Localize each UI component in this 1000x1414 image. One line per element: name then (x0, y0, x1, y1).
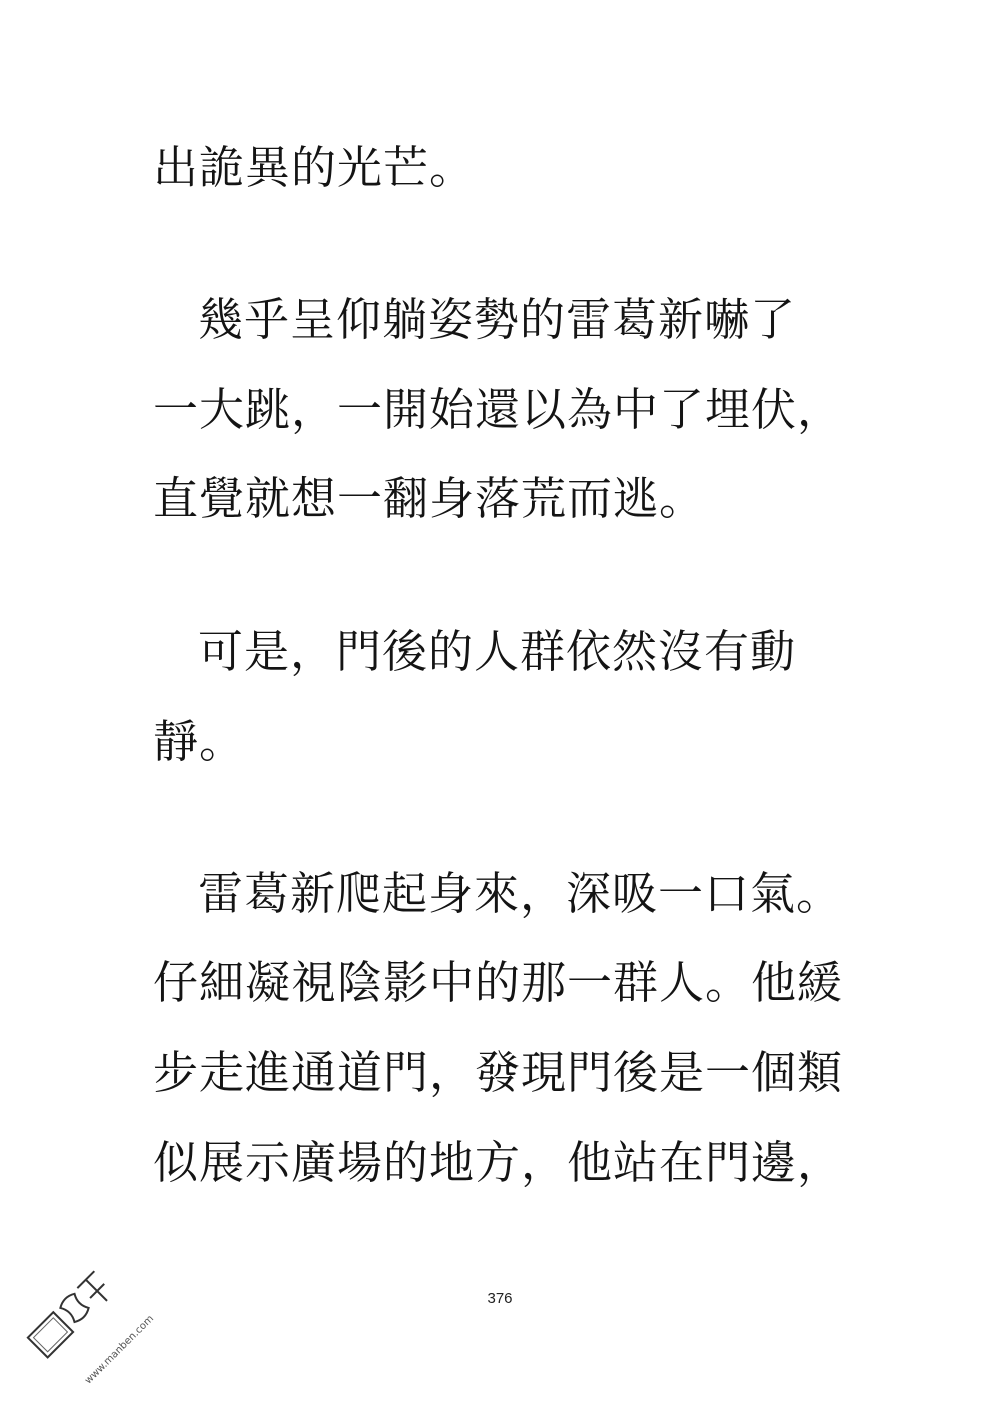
text-line: 幾乎呈仰躺姿勢的雷葛新嚇了 (198, 293, 797, 346)
text-line: 可是，門後的人群依然沒有動 (198, 625, 797, 678)
text-line: 出詭異的光芒。 (153, 141, 476, 194)
watermark-url: www.manben.com (83, 1313, 157, 1387)
text-line: 步走進通道門，發現門後是一個類 (153, 1046, 844, 1099)
text-line: 仔細凝視陰影中的那一群人。他緩 (153, 956, 844, 1009)
text-line: 直覺就想一翻身落荒而逃。 (153, 472, 706, 525)
text-line: 靜。 (153, 715, 246, 768)
manben-watermark-logo (8, 1240, 158, 1390)
text-line: 雷葛新爬起身來，深吸一口氣。 (198, 867, 843, 920)
text-line: 一大跳，一開始還以為中了埋伏， (153, 383, 844, 436)
page-number: 376 (487, 1290, 513, 1307)
text-line: 似展示廣場的地方，他站在門邊， (153, 1136, 844, 1189)
